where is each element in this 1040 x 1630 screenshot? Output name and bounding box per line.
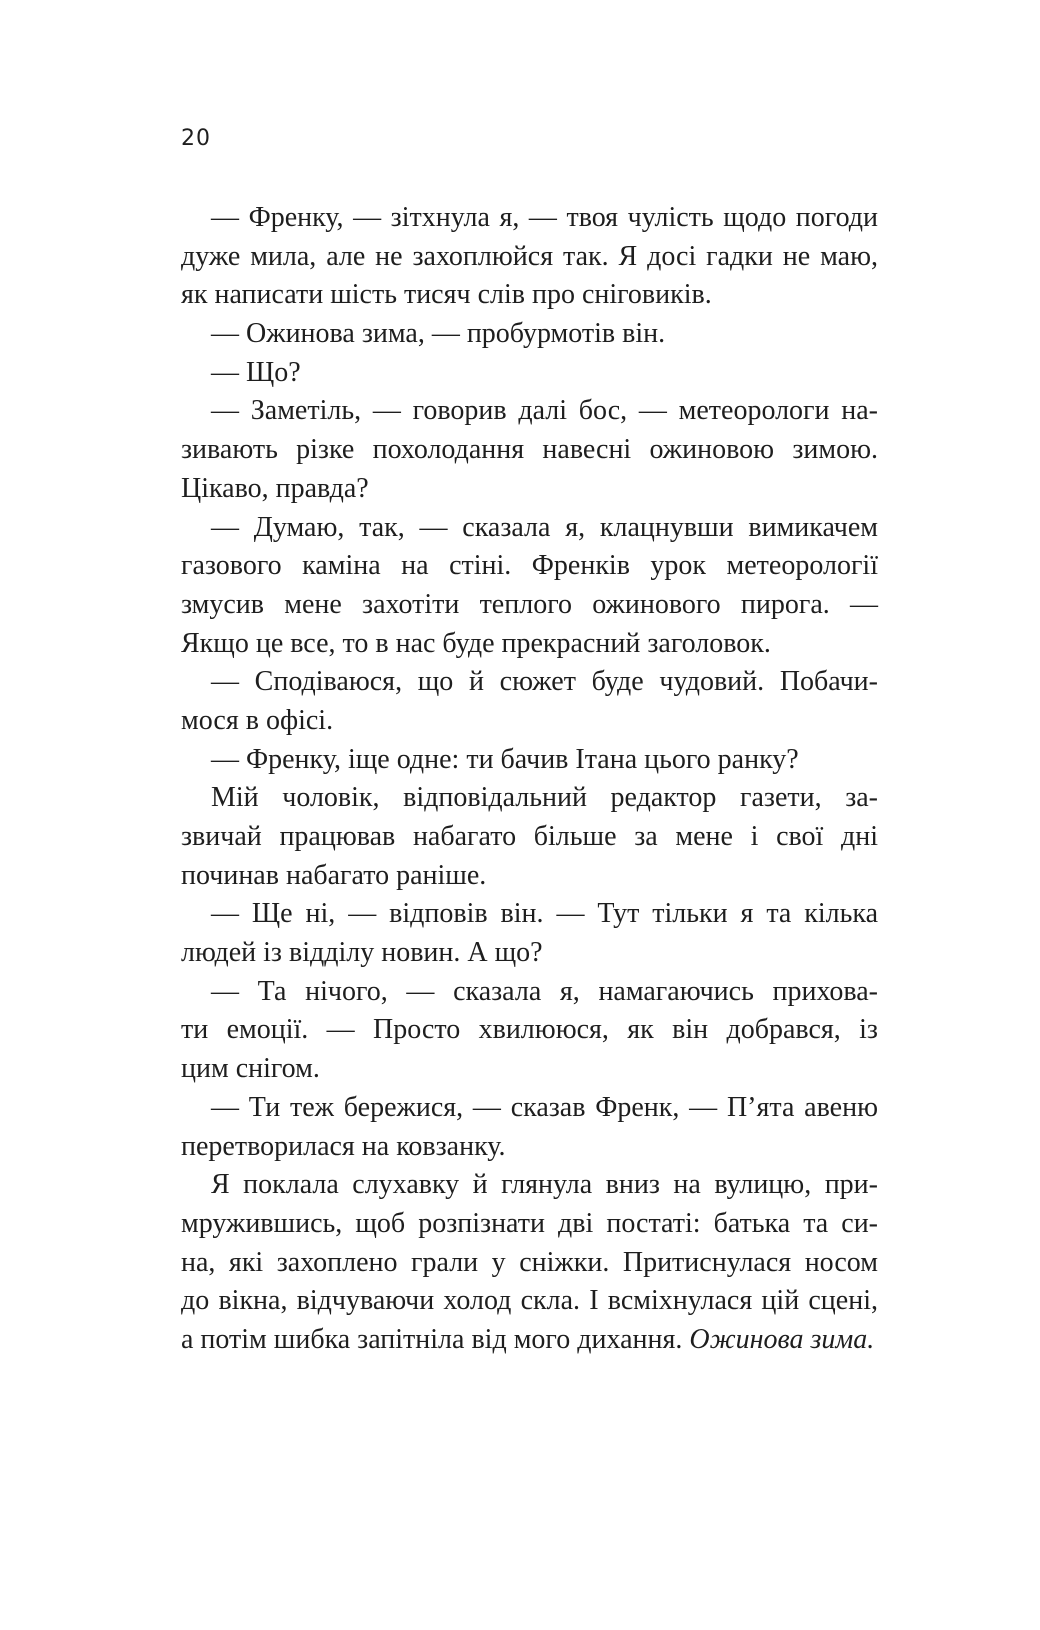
text-line: цим снігом. — [181, 1053, 320, 1085]
text-line: дуже мила, але не захоплюйся так. Я досі гадки не маю, — [181, 240, 878, 272]
text-line: перетворилася на ковзанку. — [181, 1130, 506, 1162]
final-line-text: а потім шибка запітніла від мого дихання. — [181, 1323, 690, 1355]
text-line: зивають різке похолодання навесні ожиновою зимою. — [181, 434, 878, 466]
text-line: починав набагато раніше. — [181, 859, 487, 891]
text-line: — Сподіваюся, що й сюжет буде чудовий. Побачи- — [211, 666, 878, 698]
text-line: звичай працював набагато більше за мене і свої дні — [181, 821, 878, 852]
text-line: — Що? — [211, 356, 301, 388]
text-line: до вікна, відчуваючи холод скла. І всміхнулася цій сцені, — [181, 1285, 878, 1317]
text-line: Я поклала слухавку й глянула вниз на вулицю, при- — [211, 1169, 878, 1201]
text-line: Мій чоловік, відповідальний редактор газети, за- — [211, 782, 878, 814]
text-line: змусив мене захотіти теплого ожинового пирога. — — [181, 588, 878, 620]
text-line: Якщо це все, то в нас буде прекрасний заголовок. — [181, 627, 771, 659]
text-line: мося в офісі. — [181, 704, 334, 736]
body-text — [181, 199, 878, 1360]
text-line: — Ще ні, — відповів він. — Тут тільки я та кілька — [211, 898, 878, 930]
text-line: — Заметіль, — говорив далі бос, — метеорологи на- — [211, 395, 878, 427]
text-line: газового каміна на стіні. Френків урок метеорології — [181, 550, 878, 582]
text-line: — Френку, — зітхнула я, — твоя чулість щодо погоди — [211, 202, 878, 233]
text-line: мружившись, щоб розпізнати дві постаті: батька та си- — [181, 1207, 878, 1239]
text-line: Цікаво, правда? — [181, 472, 369, 504]
text-line: — Ти теж бережися, — сказав Френк, — П’ята авеню — [211, 1091, 878, 1123]
text-line-final — [181, 1321, 878, 1360]
text-line: людей із відділу новин. А що? — [181, 937, 543, 969]
text-line: як написати шість тисяч слів про сніговиків. — [181, 279, 712, 311]
final-line-italic: Ожинова зима. — [689, 1323, 875, 1355]
page-number: 20 — [181, 126, 211, 151]
text-line: — Та нічого, — сказала я, намагаючись прихова- — [211, 975, 878, 1007]
text-line: на, які захоплено грали у сніжки. Притиснулася носом — [181, 1246, 878, 1278]
text-line: ти емоції. — Просто хвилююся, як він добрався, із — [181, 1014, 878, 1046]
text-line: — Думаю, так, — сказала я, клацнувши вимикачем — [211, 511, 878, 543]
text-line: — Френку, іще одне: ти бачив Ітана цього ранку? — [211, 743, 799, 775]
text-line: — Ожинова зима, — пробурмотів він. — [211, 318, 666, 350]
